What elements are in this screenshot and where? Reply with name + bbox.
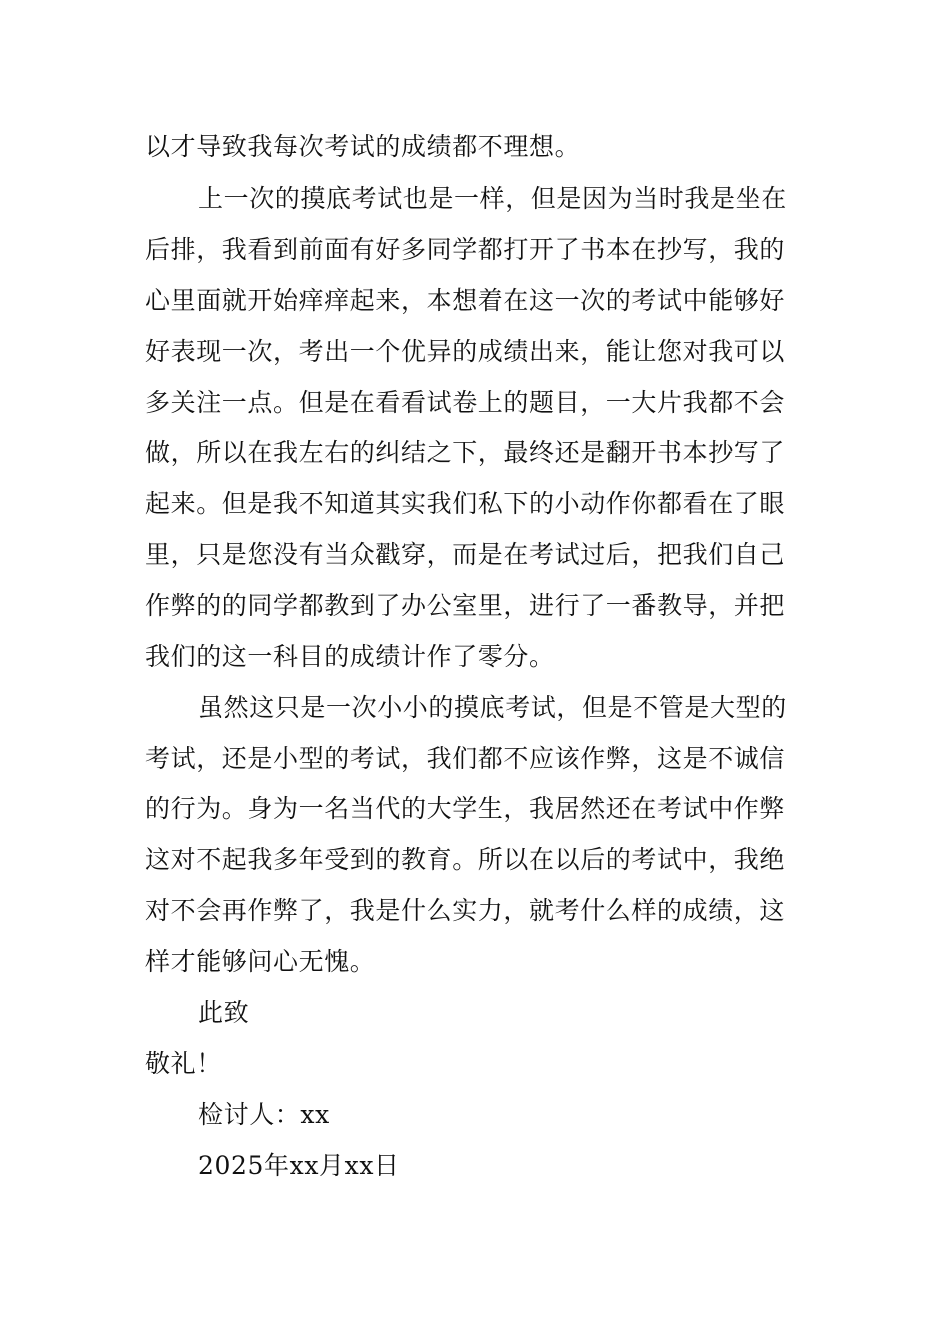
paragraph-line: 以才导致我每次考试的成绩都不理想。	[145, 132, 581, 161]
salute: 敬礼！	[145, 1049, 222, 1078]
paragraph-line: 心里面就开始痒痒起来，本想着在这一次的考试中能够好	[145, 286, 786, 315]
paragraph-line: 做，所以在我左右的纠结之下，最终还是翻开书本抄写了	[145, 438, 786, 467]
paragraph-line: 多关注一点。但是在看看试卷上的题目，一大片我都不会	[145, 388, 786, 417]
paragraph-line: 的行为。身为一名当代的大学生，我居然还在考试中作弊	[145, 794, 786, 823]
paragraph-line: 上一次的摸底考试也是一样，但是因为当时我是坐在	[198, 184, 787, 213]
paragraph-line: 虽然这只是一次小小的摸底考试，但是不管是大型的	[198, 693, 787, 722]
paragraph-line: 里，只是您没有当众戳穿，而是在考试过后，把我们自己	[145, 540, 786, 569]
paragraph-line: 作弊的的同学都教到了办公室里，进行了一番教导，并把	[145, 591, 786, 620]
closing: 此致	[198, 998, 250, 1027]
paragraph-line: 我们的这一科目的成绩计作了零分。	[145, 642, 555, 671]
paragraph-line: 考试，还是小型的考试，我们都不应该作弊，这是不诚信	[145, 744, 786, 773]
paragraph-line: 后排，我看到前面有好多同学都打开了书本在抄写，我的	[145, 235, 786, 264]
paragraph-line: 对不会再作弊了，我是什么实力，就考什么样的成绩，这	[145, 896, 786, 925]
signature: 检讨人：xx	[198, 1100, 330, 1129]
date: 2025年xx月xx日	[198, 1151, 400, 1180]
paragraph-line: 起来。但是我不知道其实我们私下的小动作你都看在了眼	[145, 489, 786, 518]
paragraph-line: 样才能够问心无愧。	[145, 947, 376, 976]
paragraph-line: 这对不起我多年受到的教育。所以在以后的考试中，我绝	[145, 845, 786, 874]
paragraph-line: 好表现一次，考出一个优异的成绩出来，能让您对我可以	[145, 337, 786, 366]
